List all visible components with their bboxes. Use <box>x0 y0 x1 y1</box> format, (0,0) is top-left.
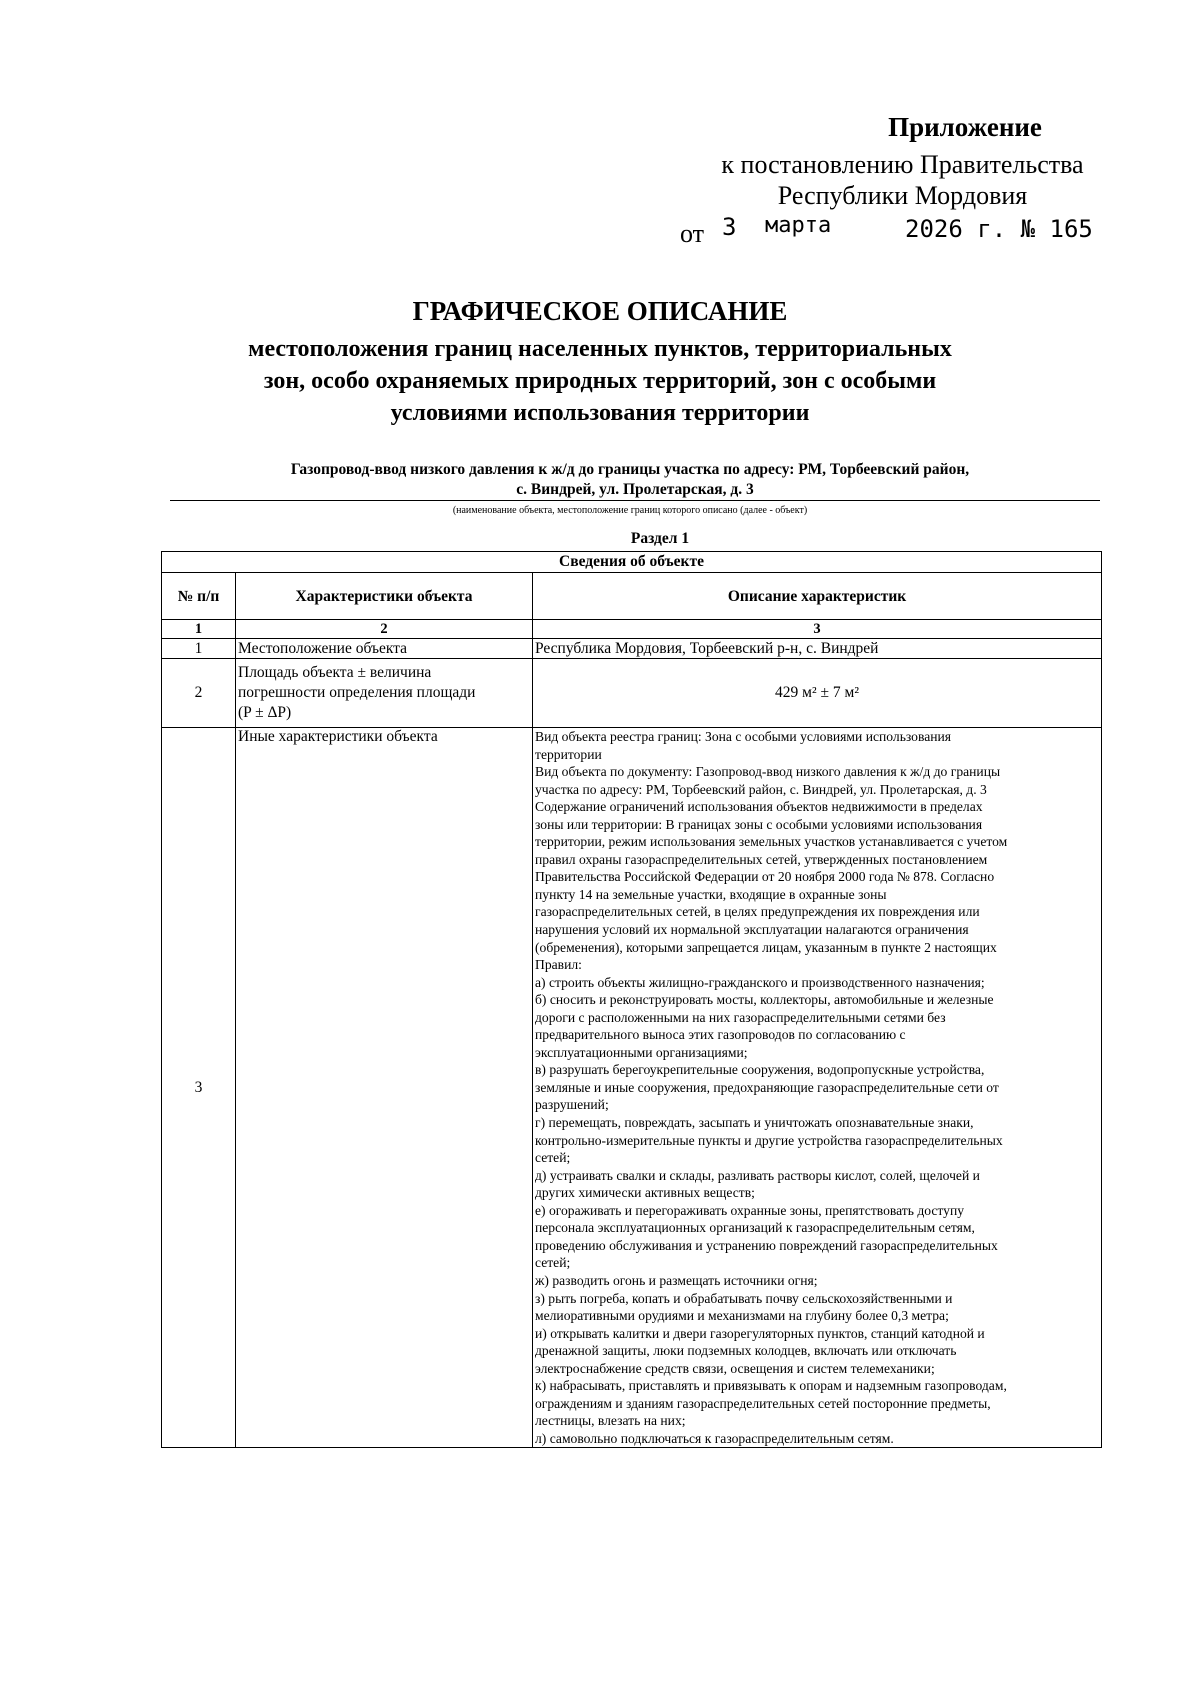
row-characteristic: Иные характеристики объекта <box>236 728 533 1448</box>
description-line: сетей; <box>535 1150 571 1166</box>
description-line: Содержание ограничений использования объектов недвижимости в пределах <box>535 799 983 815</box>
document-title-block <box>140 296 1060 429</box>
row-characteristic <box>236 659 533 728</box>
description-line: газораспределительных сетей, в целях предупреждения их повреждения или <box>535 904 980 920</box>
description-line: дороги с расположенными на них газораспределительными сетями без <box>535 1009 946 1025</box>
description-line: (обременения), которыми запрещается лицам, указанным в пункте 2 настоящих <box>535 939 997 955</box>
description-line: электроснабжение средств связи, освещения и систем телемеханики; <box>535 1360 935 1376</box>
description-line: л) самовольно подключаться к газораспределительным сетям. <box>535 1430 894 1446</box>
table-row <box>162 728 1102 1448</box>
description-line: б) сносить и реконструировать мосты, коллекторы, автомобильные и железные <box>535 992 994 1008</box>
table-row <box>162 659 1102 728</box>
appendix-date-line <box>680 213 1100 247</box>
appendix-header <box>680 112 1100 247</box>
description-line: проведению обслуживания и устранению повреждений газораспределительных <box>535 1237 998 1253</box>
description-line: правил охраны газораспределительных сетей, утвержденных постановлением <box>535 851 988 867</box>
description-line: лестницы, влезать на них; <box>535 1413 686 1429</box>
object-name-line-2: с. Виндрей, ул. Пролетарская, д. 3 <box>170 480 1100 501</box>
appendix-title: Приложение <box>888 112 1042 142</box>
description-line: дренажной защиты, люки подземных колодцев, включать или отключать <box>535 1343 957 1359</box>
row-description: Республика Мордовия, Торбеевский р-н, с. Виндрей <box>533 639 1102 659</box>
row-number: 2 <box>162 659 236 728</box>
column-number-1: 1 <box>162 620 236 639</box>
table-caption: Сведения об объекте <box>162 552 1102 573</box>
description-line: эксплуатационными организациями; <box>535 1044 748 1060</box>
column-number-3: 3 <box>533 620 1102 639</box>
section-label: Раздел 1 <box>630 530 690 547</box>
description-line: персонала эксплуатационных организаций к газораспределительным сетям, <box>535 1220 975 1236</box>
object-info-table <box>161 551 1102 1448</box>
description-line: мелиоративными орудиями и механизмами на глубину более 0,3 метра; <box>535 1308 949 1324</box>
appendix-line-2: Республики Мордовия <box>777 181 1028 210</box>
description-line: земляные и иные сооружения, предохраняющие газораспределительные сети от <box>535 1079 999 1095</box>
document-subtitle-line: местоположения границ населенных пунктов, территориальных <box>248 336 952 362</box>
object-name-line-1: Газопровод-ввод низкого давления к ж/д до границы участка по адресу: РМ, Торбеевский район, <box>290 461 970 478</box>
description-line: территории <box>535 746 602 762</box>
header-characteristic: Характеристики объекта <box>236 573 533 620</box>
description-line: з) рыть погреба, копать и обрабатывать почву сельскохозяйственными и <box>535 1290 953 1306</box>
description-line: сетей; <box>535 1255 571 1271</box>
description-line: ограждениям и зданиям газораспределительных сетей посторонние предметы, <box>535 1395 991 1411</box>
document-subtitle-line: условиями использования территории <box>390 400 810 426</box>
row-characteristic: Местоположение объекта <box>236 639 533 659</box>
row-description: 429 м² ± 7 м² <box>533 659 1102 728</box>
description-line: ж) разводить огонь и размещать источники огня; <box>535 1272 818 1288</box>
description-line: разрушений; <box>535 1097 609 1113</box>
row-description <box>533 728 1102 1448</box>
table-row <box>162 639 1102 659</box>
description-line: е) огораживать и перегораживать охранные зоны, препятствовать доступу <box>535 1202 965 1218</box>
description-line: Правил: <box>535 957 582 973</box>
document-title: ГРАФИЧЕСКОЕ ОПИСАНИЕ <box>412 296 788 326</box>
characteristic-line: (P ± ΔP) <box>238 704 292 721</box>
description-line: контрольно-измерительные пункты и другие устройства газораспределительных <box>535 1132 1003 1148</box>
description-line: зоны или территории: В границах зоны с особыми условиями использования <box>535 816 983 832</box>
characteristic-line: Площадь объекта ± величина <box>238 664 432 681</box>
description-line: пункту 14 на земельные участки, входящие в охранные зоны <box>535 886 887 902</box>
description-line: территории, режим использования земельных участков устанавливается с учетом <box>535 834 1008 850</box>
description-line: г) перемещать, повреждать, засыпать и уничтожать опознавательные знаки, <box>535 1115 974 1131</box>
column-number-2: 2 <box>236 620 533 639</box>
description-line: Вид объекта реестра границ: Зона с особыми условиями использования <box>535 729 952 744</box>
description-line: а) строить объекты жилищно-гражданского и производственного назначения; <box>535 974 985 990</box>
description-line: Вид объекта по документу: Газопровод-ввод низкого давления к ж/д до границы <box>535 764 1001 780</box>
description-line: д) устраивать свалки и склады, разливать растворы кислот, солей, щелочей и <box>535 1167 980 1183</box>
characteristic-line: погрешности определения площади <box>238 684 476 701</box>
description-line: в) разрушать берегоукрепительные сооружения, водопропускные устройства, <box>535 1062 985 1078</box>
row-number: 1 <box>162 639 236 659</box>
header-description: Описание характеристик <box>533 573 1102 620</box>
appendix-line-1: к постановлению Правительства <box>721 150 1084 179</box>
date-year-number: 2026 г. № 165 <box>905 215 1093 243</box>
object-name <box>160 460 1100 501</box>
date-day: 3 <box>722 213 737 241</box>
date-month: марта <box>765 213 832 238</box>
description-line: предварительного выноса этих газопроводов по согласованию с <box>535 1027 906 1043</box>
row-number: 3 <box>162 728 236 1448</box>
document-subtitle-line: зон, особо охраняемых природных территорий, зон с особыми <box>263 368 937 394</box>
description-line: других химически активных веществ; <box>535 1185 755 1201</box>
description-line: участка по адресу: РМ, Торбеевский район, с. Виндрей, ул. Пролетарская, д. 3 <box>535 781 987 797</box>
date-prefix: от <box>680 219 705 248</box>
description-line: нарушения условий их нормальной эксплуатации налагаются ограничения <box>535 922 969 938</box>
header-number: № п/п <box>162 573 236 620</box>
object-caption: (наименование объекта, местоположение границ которого описано (далее - объект) <box>452 505 808 516</box>
description-line: к) набрасывать, приставлять и привязывать к опорам и надземным газопроводам, <box>535 1378 1007 1394</box>
description-line: и) открывать калитки и двери газорегуляторных пунктов, станций катодной и <box>535 1325 985 1341</box>
description-line: Правительства Российской Федерации от 20 ноября 2000 года № 878. Согласно <box>535 869 995 885</box>
